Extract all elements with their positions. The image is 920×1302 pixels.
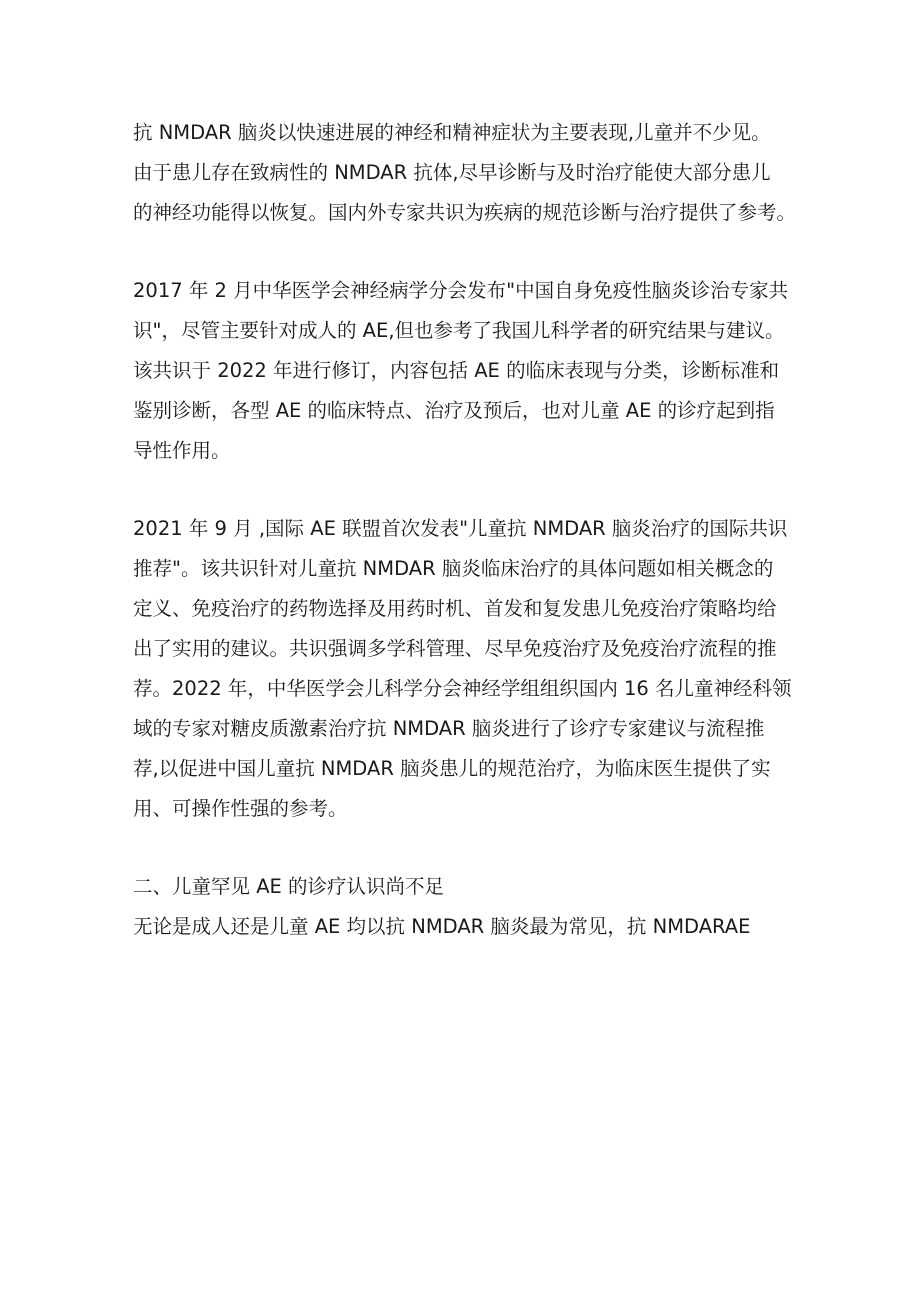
- paragraph-2021-consensus: [133, 509, 813, 829]
- paragraph-2017-consensus: [133, 271, 813, 471]
- paragraph-gap: [133, 829, 813, 867]
- text-line: 定义、免疫治疗的药物选择及用药时机、首发和复发患儿免疫治疗策略均给: [133, 597, 777, 620]
- text-line: 推荐"。该共识针对儿童抗 NMDAR 脑炎临床治疗的具体问题如相关概念的: [133, 557, 774, 580]
- paragraph-gap: [133, 233, 813, 271]
- paragraph-intro: [133, 113, 813, 233]
- text-line: 抗 NMDAR 脑炎以快速进展的神经和精神症状为主要表现,儿童并不少见。: [133, 121, 771, 144]
- text-line: 出了实用的建议。共识强调多学科管理、尽早免疫治疗及免疫治疗流程的推: [133, 637, 777, 660]
- text-line: 2021 年 9 月 ,国际 AE 联盟首次发表"儿童抗 NMDAR 脑炎治疗的国际共识: [133, 517, 788, 540]
- text-line: 的神经功能得以恢复。国内外专家共识为疾病的规范诊断与治疗提供了参考。: [133, 201, 797, 224]
- section-heading: 二、儿童罕见 AE 的诊疗认识尚不足: [133, 875, 445, 898]
- text-line: 识"，尽管主要针对成人的 AE,但也参考了我国儿科学者的研究结果与建议。: [133, 319, 785, 342]
- section-two: [133, 867, 813, 947]
- text-line: 导性作用。: [133, 439, 231, 462]
- text-line: 2017 年 2 月中华医学会神经病学分会发布"中国自身免疫性脑炎诊治专家共: [133, 279, 789, 302]
- text-line: 荐。2022 年，中华医学会儿科学分会神经学组组织国内 16 名儿童神经科领: [133, 677, 792, 700]
- text-line: 无论是成人还是儿童 AE 均以抗 NMDAR 脑炎最为常见，抗 NMDARAE: [133, 915, 751, 938]
- text-line: 域的专家对糖皮质激素治疗抗 NMDAR 脑炎进行了诊疗专家建议与流程推: [133, 717, 765, 740]
- text-line: 荐,以促进中国儿童抗 NMDAR 脑炎患儿的规范治疗，为临床医生提供了实: [133, 757, 771, 780]
- text-line: 该共识于 2022 年进行修订，内容包括 AE 的临床表现与分类，诊断标准和: [133, 359, 780, 382]
- paragraph-gap: [133, 471, 813, 509]
- text-line: 由于患儿存在致病性的 NMDAR 抗体,尽早诊断与及时治疗能使大部分患儿: [133, 161, 771, 184]
- text-line: 用、可操作性强的参考。: [133, 797, 348, 820]
- document-body: [133, 113, 813, 947]
- text-line: 鉴别诊断，各型 AE 的临床特点、治疗及预后，也对儿童 AE 的诊疗起到指: [133, 399, 775, 422]
